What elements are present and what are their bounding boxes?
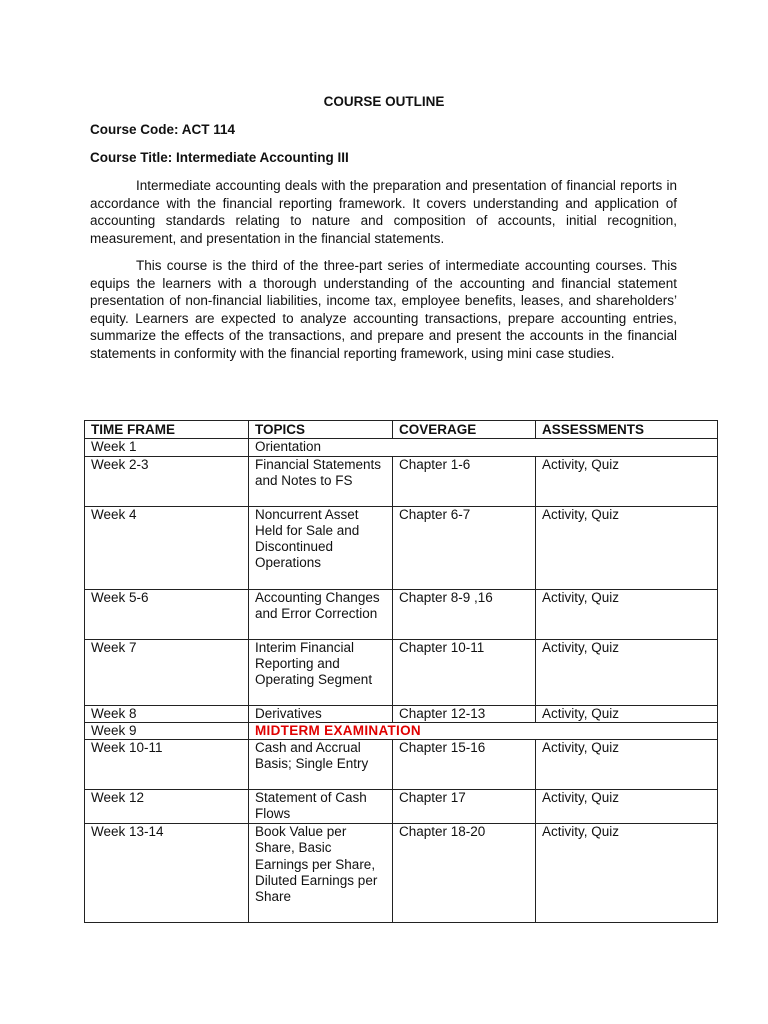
cell-coverage: Chapter 1-6 [393,456,536,506]
cell-time: Week 4 [85,506,249,589]
cell-time: Week 10-11 [85,740,249,790]
cell-topic: Financial Statements and Notes to FS [249,456,393,506]
cell-coverage: Chapter 15-16 [393,740,536,790]
cell-assessment: Activity, Quiz [536,705,718,722]
intro-paragraph: Intermediate accounting deals with the preparation and presentation of financial reports in accordance with the financial reporting framework. It covers understanding and application of accounting standards relating to nature and composition of accounts, initial recognition, measurement, and presentation in the financial statements. [90,178,677,246]
table-row [85,824,718,923]
cell-topic: Book Value per Share, Basic Earnings per Share, Diluted Earnings per Share [249,824,393,923]
cell-assessment: Activity, Quiz [536,790,718,824]
course-schedule-table [84,420,718,923]
cell-topic: Derivatives [249,705,393,722]
table-row [85,705,718,722]
cell-assessment: Activity, Quiz [536,740,718,790]
cell-coverage: Chapter 18-20 [393,824,536,923]
cell-time: Week 13-14 [85,824,249,923]
cell-coverage: Chapter 10-11 [393,639,536,705]
cell-topic: Interim Financial Reporting and Operating Segment [249,639,393,705]
header-time-frame: TIME FRAME [85,421,249,439]
cell-coverage: Chapter 12-13 [393,705,536,722]
cell-topic: Statement of Cash Flows [249,790,393,824]
cell-time: Week 2-3 [85,456,249,506]
cell-topic: Accounting Changes and Error Correction [249,589,393,639]
midterm-label: MIDTERM EXAMINATION [249,722,718,739]
header-assessments: ASSESSMENTS [536,421,718,439]
cell-time: Week 7 [85,639,249,705]
table-row [85,506,718,589]
description-paragraph: This course is the third of the three-part series of intermediate accounting courses. This equips the learners with a thorough understanding of the accounting and financial statement presentation of non-financial liabilities, income tax, employee benefits, leases, and shareholders’ equity. Learners are expected to analyze accounting transactions, prepare accounting entries, summarize the effects of the transactions, and prepare and present the accounts in the financial statements in conformity with the financial reporting framework, using mini case studies. [90,258,677,361]
cell-assessment: Activity, Quiz [536,506,718,589]
table-row [85,639,718,705]
table-row [85,722,718,739]
cell-assessment: Activity, Quiz [536,589,718,639]
table-row [85,589,718,639]
document-title: COURSE OUTLINE [323,94,445,109]
cell-assessment: Activity, Quiz [536,456,718,506]
table-row [85,439,718,456]
course-code: Course Code: ACT 114 [90,122,236,137]
header-topics: TOPICS [249,421,393,439]
header-coverage: COVERAGE [393,421,536,439]
cell-coverage: Chapter 17 [393,790,536,824]
table-header-row [85,421,718,439]
cell-time: Week 5-6 [85,589,249,639]
cell-time: Week 8 [85,705,249,722]
cell-time: Week 9 [85,722,249,739]
cell-time: Week 1 [85,439,249,456]
table-row [85,790,718,824]
table-row [85,740,718,790]
cell-assessment: Activity, Quiz [536,824,718,923]
cell-time: Week 12 [85,790,249,824]
cell-coverage: Chapter 6-7 [393,506,536,589]
table-row [85,456,718,506]
course-title: Course Title: Intermediate Accounting III [90,150,349,165]
cell-assessment: Activity, Quiz [536,639,718,705]
cell-topic: Orientation [249,439,718,456]
cell-coverage: Chapter 8-9 ,16 [393,589,536,639]
cell-topic: Cash and Accrual Basis; Single Entry [249,740,393,790]
cell-topic: Noncurrent Asset Held for Sale and Discontinued Operations [249,506,393,589]
